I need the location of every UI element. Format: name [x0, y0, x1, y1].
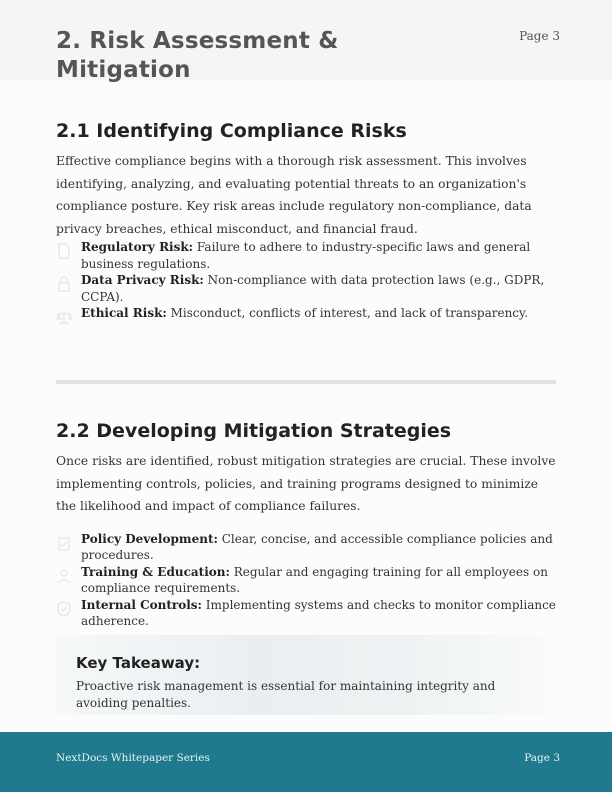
item-text: Failure to adhere to industry-specific laws and general business regulations. [81, 240, 531, 271]
item-term: Data Privacy Risk: [81, 273, 204, 287]
risk-list [56, 239, 556, 337]
item-term: Internal Controls: [81, 597, 202, 612]
list-item [56, 305, 556, 337]
footer-page-number: Page 3 [524, 752, 560, 764]
strategy-list [56, 531, 556, 630]
section-title-mitigation: 2.2 Developing Mitigation Strategies [56, 420, 452, 442]
item-text: Non-compliance with data protection laws (e.g., GDPR, CCPA). [81, 273, 545, 304]
list-item [56, 272, 556, 305]
key-takeaway-box [56, 635, 556, 715]
main-content [56, 118, 556, 337]
chapter-title: 2. Risk Assessment & Mitigation [56, 28, 339, 83]
page-header [0, 0, 612, 83]
clipboard-check-icon [56, 535, 72, 551]
takeaway-text: Proactive risk management is essential for maintaining integrity and avoiding penalties. [76, 679, 496, 710]
list-item [56, 239, 556, 272]
footer-series: NextDocs Whitepaper Series [56, 752, 210, 764]
document-icon [56, 243, 72, 259]
list-item [56, 531, 556, 564]
page-footer [0, 732, 612, 792]
section-title-identifying-risks: 2.1 Identifying Compliance Risks [56, 120, 407, 142]
item-text: Implementing systems and checks to monitor compliance adherence. [81, 597, 556, 628]
list-item [56, 597, 556, 630]
item-term: Regulatory Risk: [81, 240, 194, 254]
takeaway-title: Key Takeaway: [76, 654, 201, 672]
item-text: Misconduct, conflicts of interest, and lack of transparency. [166, 306, 529, 320]
list-item [56, 564, 556, 597]
users-icon [56, 568, 72, 584]
item-term: Training & Education: [81, 564, 230, 579]
item-term: Policy Development: [81, 531, 218, 546]
main-content-2 [56, 418, 556, 630]
page-number-top: Page 3 [519, 29, 560, 43]
section-divider [56, 380, 556, 384]
shield-check-icon [56, 601, 72, 617]
section-paragraph: Effective compliance begins with a thorough risk assessment. This involves identifying, analyzing, and evaluating potential threats to an organization's compliance posture. Key risk areas include regulatory non-compliance, data privacy breaches, ethical misconduct, and financial fraud. [56, 154, 532, 236]
item-term: Ethical Risk: [81, 306, 167, 320]
lock-icon [56, 276, 72, 292]
item-text: Regular and engaging training for all employees on compliance requirements. [81, 564, 548, 595]
item-text: Clear, concise, and accessible compliance policies and procedures. [81, 531, 553, 562]
section-paragraph: Once risks are identified, robust mitigation strategies are crucial. These involve implementing controls, policies, and training programs designed to minimize the likelihood and impact of compliance failures. [56, 454, 556, 513]
scale-icon [56, 309, 72, 325]
